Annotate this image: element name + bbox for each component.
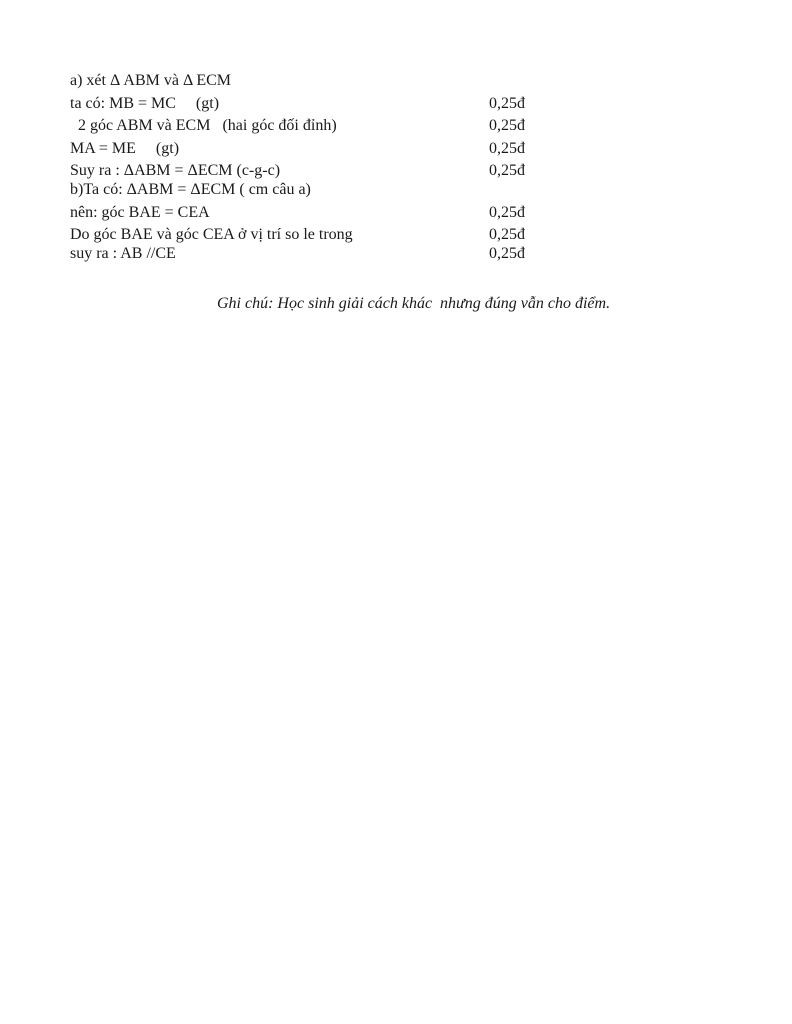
line-score: 0,25đ bbox=[489, 139, 525, 157]
solution-line bbox=[70, 204, 540, 227]
line-text: MA = ME (gt) bbox=[70, 139, 180, 157]
solution-block bbox=[70, 72, 540, 268]
line-text: suy ra : AB //CE bbox=[70, 245, 176, 262]
line-score: 0,25đ bbox=[489, 226, 525, 243]
line-score: 0,25đ bbox=[489, 203, 525, 221]
line-text: Do góc BAE và góc CEA ở vị trí so le trong bbox=[70, 226, 353, 243]
solution-line bbox=[70, 245, 540, 268]
solution-line bbox=[70, 140, 540, 163]
line-score: 0,25đ bbox=[489, 94, 525, 112]
line-text: nên: góc BAE = CEA bbox=[70, 203, 210, 221]
solution-line bbox=[70, 95, 540, 118]
line-text: Suy ra : ΔABM = ΔECM (c-g-c) bbox=[70, 162, 281, 179]
line-text: 2 góc ABM và ECM (hai góc đối đỉnh) bbox=[70, 117, 337, 134]
solution-line bbox=[70, 72, 540, 95]
line-text: b)Ta có: ΔABM = ΔECM ( cm câu a) bbox=[70, 181, 311, 198]
solution-line bbox=[70, 162, 540, 181]
line-text: a) xét Δ ABM và Δ ECM bbox=[70, 72, 232, 89]
solution-line bbox=[70, 181, 540, 204]
solution-line bbox=[70, 226, 540, 245]
solution-line bbox=[70, 117, 540, 140]
grading-note: Ghi chú: Học sinh giải cách khác nhưng đúng vẫn cho điểm. bbox=[217, 295, 611, 312]
line-score: 0,25đ bbox=[489, 162, 525, 179]
line-score: 0,25đ bbox=[489, 245, 525, 262]
line-text: ta có: MB = MC (gt) bbox=[70, 94, 220, 112]
line-score: 0,25đ bbox=[489, 117, 525, 134]
